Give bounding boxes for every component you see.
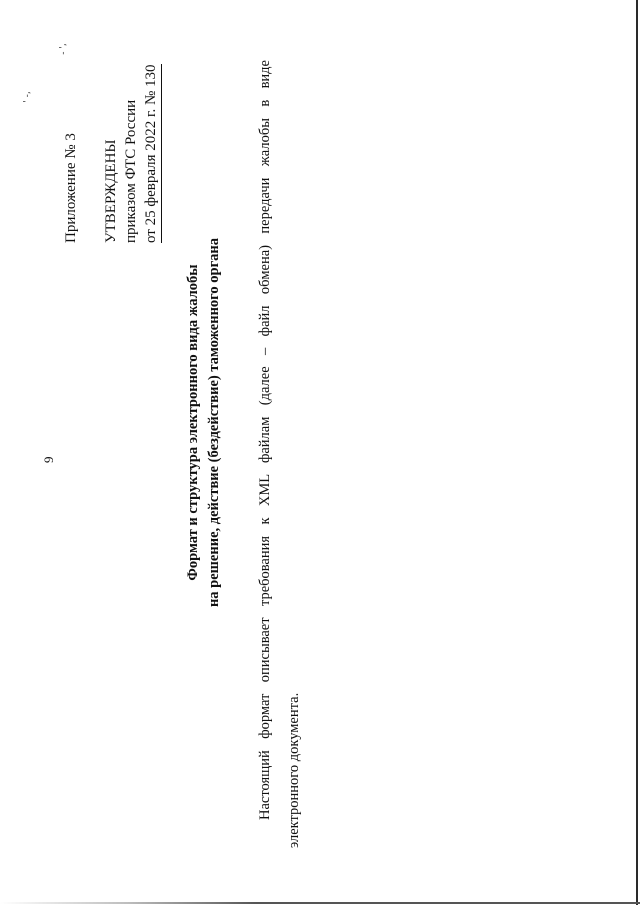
body-line-2: электронного документа. [286,692,302,848]
approval-date-line [141,64,162,243]
page-number: 9 [41,456,56,463]
appendix-label: Приложение № 3 [63,133,79,243]
scan-mark-2: ' -, [22,91,33,103]
title-line-1: Формат и структура электронного вида жалобы [185,264,201,581]
approval-date-number: от 25 февраля 2022 г. № 130 [141,64,162,243]
scan-edge-bottom [0,902,640,904]
approval-order: приказом ФТС России [123,99,139,243]
scan-mark-1: - ', [58,43,69,55]
approved-heading: УТВЕРЖДЕНЫ [103,139,119,243]
approval-block [101,64,162,243]
body-line-1: Настоящий формат описывает требования к XML файлам (далее – файл обмена) передачи жалобы в виде [257,60,273,820]
document-title [183,220,225,625]
body-paragraph [251,60,309,848]
title-line-2: на решение, действие (бездействие) таможенного органа [206,237,222,608]
scan-edge-right [636,0,638,905]
